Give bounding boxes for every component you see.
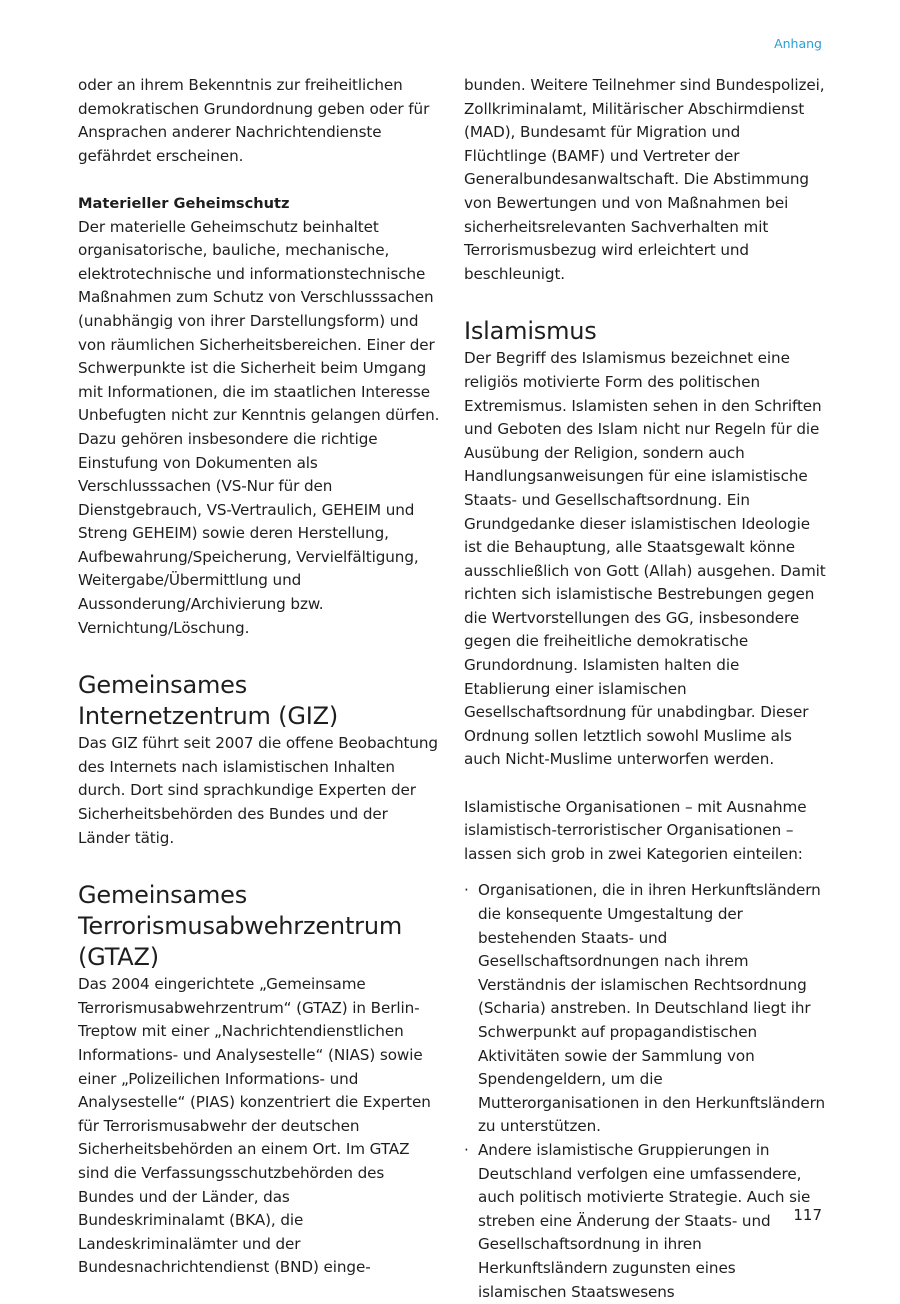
materieller-geheimschutz-text: Der materielle Geheimschutz beinhaltet organisatorische, bauliche, mechanische, elektrotechnische und informationstechnische Maßnahmen zum Schutz von Verschlusssachen (unabhängig von ihrer Darstellungsform) und von räumlichen Sicherheitsbereichen. Einer der Schwerpunkte ist die Sicherheit beim Umgang mit Informationen, die im staatlichen Interesse Unbefugten nicht zur Kenntnis gelangen dürfen. Dazu gehören insbesondere die richtige Einstufung von Dokumenten als Verschlusssachen (VS-Nur für den Dienstgebrauch, VS-Vertraulich, GEHEIM und Streng GEHEIM) sowie deren Herstellung, Aufbewahrung/Speicherung, Vervielfältigung, Weitergabe/Übermittlung und Aussonderung/Archivierung bzw. Vernichtung/Löschung. [78,217,440,637]
page-number: 117 [793,1206,822,1224]
gtaz-text: Das 2004 eingerichtete „Gemeinsame Terrorismusabwehrzentrum“ (GTAZ) in Berlin-Treptow mit einer „Nachrichtendienstlichen Informations- und Analysestelle“ (NIAS) sowie einer „Polizeilichen Informations- und Analysestelle“ (PIAS) konzentriert die Experten für Terrorismusabwehr der deutschen Sicherheitsbehörden an einem Ort. Im GTAZ sind die Verfassungsschutzbehörden des Bundes und der Länder, das Bundeskriminalamt (BKA), die Landeskriminalämter und der Bundesnachrichtendienst (BND) einge- [78,975,431,1277]
category-list [464,879,826,1304]
bullet-icon: · [464,1140,469,1159]
left-column [78,74,440,1280]
list-item-text: Andere islamistische Gruppierungen in Deutschland verfolgen eine umfassendere, auch politisch motivierte Strategie. Auch sie streben eine Änderung der Staats- und Gesellschaftsordnung in ihren Herkunftsländern zugunsten eines islamischen Staatswesens [478,1140,811,1301]
continuation-paragraph: bunden. Weitere Teilnehmer sind Bundespolizei, Zollkriminalamt, Militärischer Abschirmdienst (MAD), Bundesamt für Migration und Flüchtlinge (BAMF) und Vertreter der Generalbundesanwaltschaft. Die Abstimmung von Bewertungen und von Maßnahmen bei sicherheitsrelevanten Sachverhalten mit Terrorismusbezug wird erleichtert und beschleunigt. [464,76,825,283]
islamismus-text: Der Begriff des Islamismus bezeichnet eine religiös motivierte Form des politischen Extremismus. Islamisten sehen in den Schriften und Geboten des Islam nicht nur Regeln für die Ausübung der Religion, sondern auch Handlungsanweisungen für eine islamistische Staats- und Gesellschaftsordnung. Ein Grundgedanke dieser islamistischen Ideologie ist die Behauptung, alle Staatsgewalt könne ausschließlich von Gott (Allah) ausgehen. Damit richten sich islamistische Bestrebungen gegen die Wertvorstellungen des GG, insbesondere gegen die freiheitliche demokratische Grundordnung. Islamisten halten die Etablierung einer islamischen Gesellschaftsordnung für unabdingbar. Dieser Ordnung sollen letztlich sowohl Muslime als auch Nicht-Muslime unterworfen werden. [464,349,826,769]
running-head: Anhang [774,36,822,51]
intro-paragraph: oder an ihrem Bekenntnis zur freiheitlichen demokratischen Grundordnung geben oder für Ansprachen anderer Nachrichtendienste gefährdet erscheinen. [78,76,430,165]
islamismus-heading: Islamismus [464,317,597,346]
list-item-text: Organisationen, die in ihren Herkunftsländern die konsequente Umgestaltung der bestehenden Staats- und Gesellschaftsordnungen nach ihrem Verständnis der islamischen Rechtsordnung (Scharia) anstreben. In Deutschland liegt ihr Schwerpunkt auf propagandistischen Aktivitäten sowie der Sammlung von Spendengeldern, um die Mutterorganisationen in den Herkunftsländern zu unterstützen. [478,881,826,1136]
materieller-geheimschutz-heading: Materieller Geheimschutz [78,194,290,212]
gtaz-heading: Gemeinsames Terrorismusabwehrzentrum (GTAZ) [78,881,403,972]
list-item [464,1139,826,1304]
bullet-icon: · [464,881,469,900]
giz-heading: Gemeinsames Internetzentrum (GIZ) [78,671,339,731]
right-column [464,74,826,1304]
organisationen-intro: Islamistische Organisationen – mit Ausnahme islamistisch-terroristischer Organisationen – lassen sich grob in zwei Kategorien einteilen: [464,797,807,863]
giz-text: Das GIZ führt seit 2007 die offene Beobachtung des Internets nach islamistischen Inhalten durch. Dort sind sprachkundige Experten der Sicherheitsbehörden des Bundes und der Länder tätig. [78,734,438,847]
list-item [464,879,826,1139]
